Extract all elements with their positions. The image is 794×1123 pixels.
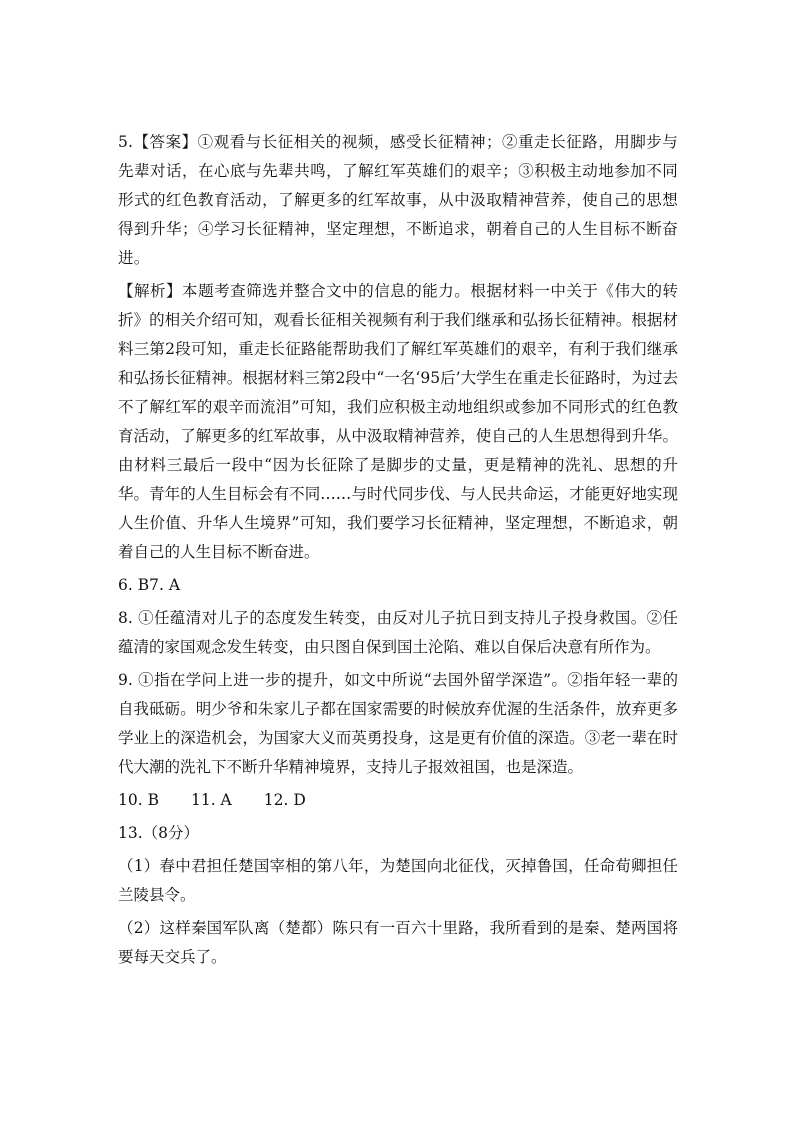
- q12-answer: 12. D: [263, 791, 306, 809]
- q13-head: 13.（8分）: [118, 824, 200, 842]
- q9-answer: 9. ①指在学问上进一步的提升，如文中所说“去国外留学深造”。②指年轻一辈的自我砥砺。明少爷和朱家儿子都在国家需要的时候放弃优渥的生活条件，放弃更多学业上的深造机会，为国家大义而英勇投身，这是更有价值的深造。③老一辈在时代大潮的洗礼下不断升华精神境界，支持儿子报效祖国，也是深造。: [118, 671, 678, 776]
- q13-part1: （1）春中君担任楚国宰相的第八年，为楚国向北征伐，灭掉鲁国，任命荀卿担任兰陵县令。: [118, 857, 678, 904]
- q10-12-answers: [118, 786, 678, 815]
- answer-content: [118, 128, 678, 976]
- q5-answer: 5.【答案】①观看与长征相关的视频，感受长征精神；②重走长征路，用脚步与先辈对话，在心底与先辈共鸣，了解红军英雄们的艰辛；③积极主动地参加不同形式的红色教育活动，了解更多的红军故事，从中汲取精神营养，使自己的思想得到升华；④学习长征精神，坚定理想，不断追求，朝着自己的人生目标不断奋进。: [118, 133, 678, 267]
- q6-7-answer: 6. B7. A: [118, 576, 181, 594]
- q8-answer: 8. ①任蕴清对儿子的态度发生转变，由反对儿子抗日到支持儿子投身救国。②任蕴清的家国观念发生转变，由只图自保到国土沦陷、难以自保后决意有所作为。: [118, 609, 678, 656]
- q5-analysis: 【解析】本题考查筛选并整合文中的信息的能力。根据材料一中关于《伟大的转折》的相关介绍可知，观看长征相关视频有利于我们继承和弘扬长征精神。根据材料三第2段可知，重走长征路能帮助我们了解红军英雄们的艰辛，有利于我们继承和弘扬长征精神。根据材料三第2段中“一名‘95后’大学生在重走长征路时，为过去不了解红军的艰辛而流泪”可知，我们应积极主动地组织或参加不同形式的红色教育活动，了解更多的红军故事，从中汲取精神营养，使自己的人生思想得到升华。由材料三最后一段中“因为长征除了是脚步的丈量，更是精神的洗礼、思想的升华。青年的人生目标会有不同……与时代同步伐、与人民共命运，才能更好地实现人生价值、升华人生境界”可知，我们要学习长征精神，坚定理想，不断追求，朝着自己的人生目标不断奋进。: [118, 282, 678, 561]
- q10-answer: 10. B: [118, 791, 159, 809]
- q11-answer: 11. A: [190, 791, 232, 809]
- q13-part2: （2）这样秦国军队离（楚都）陈只有一百六十里路，我所看到的是秦、楚两国将要每天交兵了。: [118, 919, 678, 966]
